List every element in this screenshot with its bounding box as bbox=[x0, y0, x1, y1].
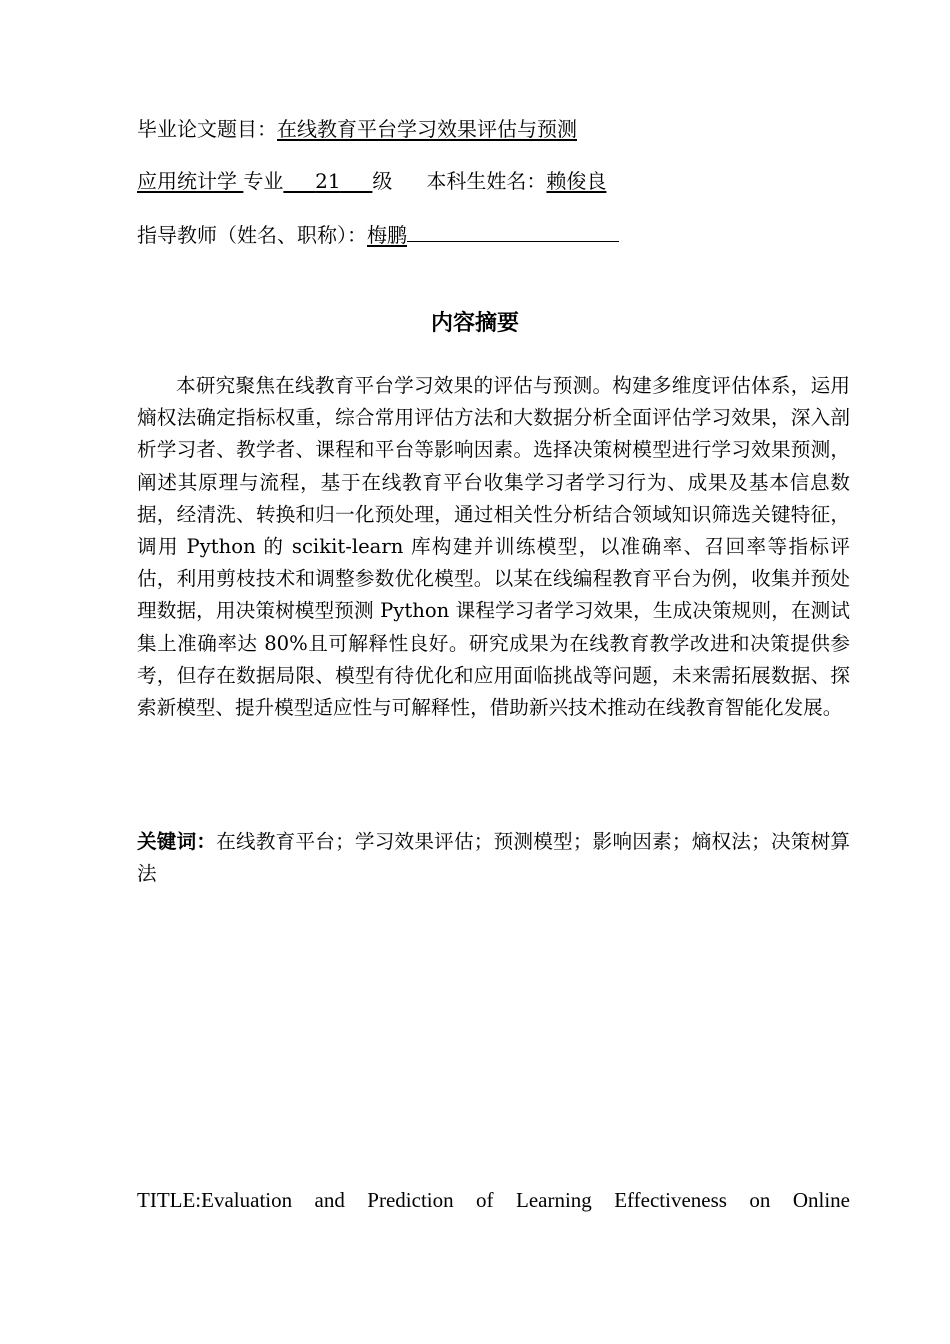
thesis-title-label: 毕业论文题目： bbox=[137, 117, 277, 141]
keywords-text: 在线教育平台；学习效果评估；预测模型；影响因素；熵权法；决策树算法 bbox=[137, 830, 851, 886]
keywords-label: 关键词： bbox=[137, 830, 217, 853]
advisor-line bbox=[137, 219, 619, 248]
english-title-line: TITLE:Evaluation and Prediction of Learning Effectiveness on Online bbox=[137, 1188, 850, 1212]
advisor-name: 梅鹏 bbox=[367, 223, 407, 247]
grade-label: 级 bbox=[372, 169, 393, 193]
grade: 21 bbox=[315, 169, 341, 193]
advisor-label: 指导教师（姓名、职称）： bbox=[137, 223, 367, 247]
keywords bbox=[137, 826, 850, 890]
major-label: 专业 bbox=[243, 169, 284, 193]
major: 应用统计学 bbox=[137, 169, 237, 193]
student-label: 本科生姓名： bbox=[426, 169, 547, 193]
thesis-title-line bbox=[137, 116, 577, 142]
abstract-heading: 内容摘要 bbox=[430, 311, 519, 336]
thesis-title: 在线教育平台学习效果评估与预测 bbox=[277, 117, 577, 141]
student-name: 赖俊良 bbox=[546, 169, 607, 193]
abstract-body: 本研究聚焦在线教育平台学习效果的评估与预测。构建多维度评估体系，运用熵权法确定指标权重，综合常用评估方法和大数据分析全面评估学习效果，深入剖析学习者、教学者、课程和平台等影响因素。选择决策树模型进行学习效果预测，阐述其原理与流程，基于在线教育平台收集学习者学习行为、成果及基本信息数据，经清洗、转换和归一化预处理，通过相关性分析结合领域知识筛选关键特征，调用 Python 的 scikit-learn 库构建并训练模型，以准确率、召回率等指标评估，利用剪枝技术和调整参数优化模型。以某在线编程教育平台为例，收集并预处理数据，用决策树模型预测 Python 课程学习者学习效果，生成决策规则，在测试集上准确率达 80%且可解释性良好。研究成果为在线教育教学改进和决策提供参考，但存在数据局限、模型有待优化和应用面临挑战等问题，未来需拓展数据、探索新模型、提升模型适应性与可解释性，借助新兴技术推动在线教育智能化发展。 bbox=[137, 374, 850, 720]
major-line bbox=[137, 168, 606, 194]
advisor-blank bbox=[407, 219, 619, 242]
